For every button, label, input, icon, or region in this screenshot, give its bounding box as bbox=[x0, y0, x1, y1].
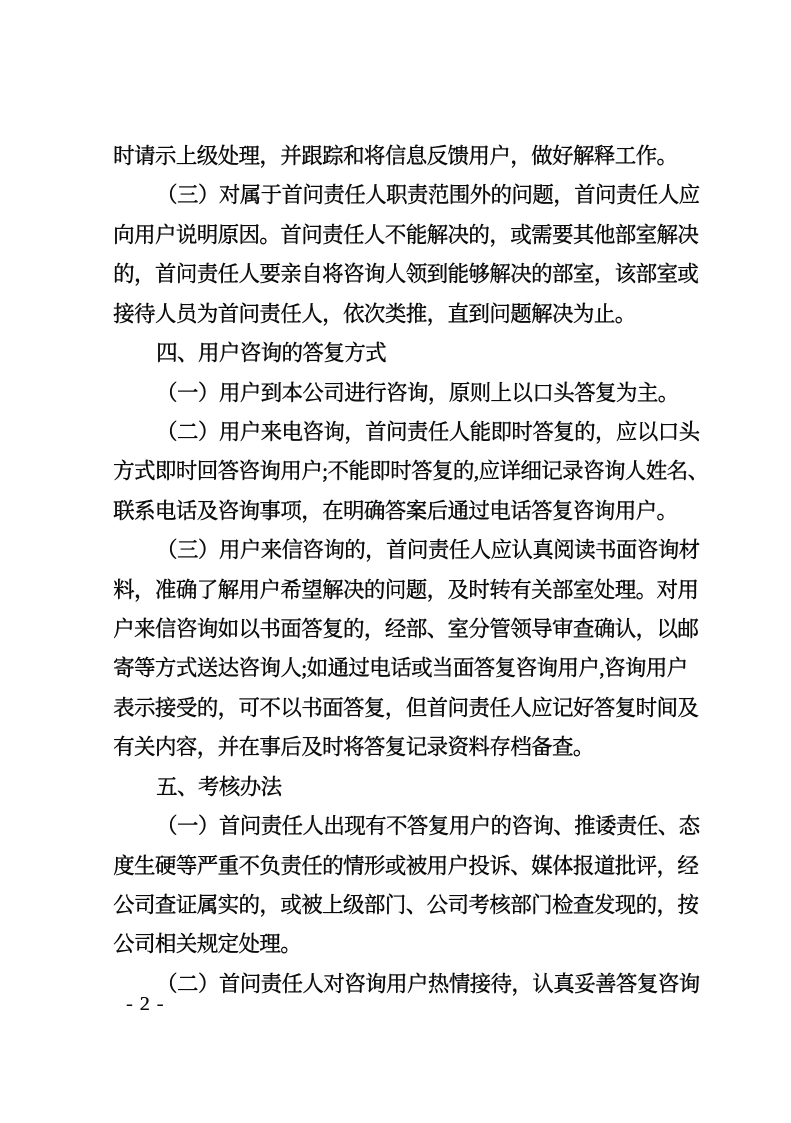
page-number: - 2 - bbox=[126, 993, 165, 1015]
text-line: 的，首问责任人要亲自将咨询人领到能够解决的部室，该部室或 bbox=[113, 262, 699, 287]
text-line: （三）用户来信咨询的，首问责任人应认真阅读书面咨询材 bbox=[156, 538, 700, 563]
text-line: 公司相关规定处理。 bbox=[113, 932, 302, 957]
text-line: 寄等方式送达咨询人;如通过电话或当面答复咨询用户,咨询用户 bbox=[113, 656, 688, 681]
text-line: 四、用户咨询的答复方式 bbox=[156, 341, 386, 366]
text-line: 联系电话及咨询事项，在明确答案后通过电话答复咨询用户。 bbox=[113, 498, 678, 523]
text-line: 料，准确了解用户希望解决的问题，及时转有关部室处理。对用 bbox=[113, 577, 699, 602]
text-line: （二）首问责任人对咨询用户热情接待，认真妥善答复咨询 bbox=[156, 971, 700, 996]
text-line: 方式即时回答咨询用户;不能即时答复的,应详细记录咨询人姓名、 bbox=[113, 459, 709, 484]
text-line: （二）用户来电咨询，首问责任人能即时答复的，应以口头 bbox=[156, 419, 700, 444]
text-line: （三）对属于首问责任人职责范围外的问题，首问责任人应 bbox=[156, 183, 700, 208]
text-line: 向用户说明原因。首问责任人不能解决的，或需要其他部室解决 bbox=[113, 222, 699, 247]
text-line: 时请示上级处理，并跟踪和将信息反馈用户，做好解释工作。 bbox=[113, 144, 678, 168]
text-line: （一）用户到本公司进行咨询，原则上以口头答复为主。 bbox=[156, 380, 679, 405]
text-line: 有关内容，并在事后及时将答复记录资料存档备查。 bbox=[113, 735, 594, 760]
document-body bbox=[113, 137, 723, 1004]
text-line: 表示接受的，可不以书面答复，但首问责任人应记好答复时间及 bbox=[113, 695, 699, 720]
text-line: 度生硬等严重不负责任的情形或被用户投诉、媒体报道批评，经 bbox=[113, 853, 699, 878]
text-line: 公司查证属实的，或被上级部门、公司考核部门检查发现的，按 bbox=[113, 893, 699, 918]
text-line: （一）首问责任人出现有不答复用户的咨询、推诿责任、态 bbox=[156, 814, 700, 839]
text-line: 五、考核办法 bbox=[156, 774, 282, 799]
text-line: 接待人员为首问责任人，依次类推，直到问题解决为止。 bbox=[113, 301, 636, 326]
text-line: 户来信咨询如以书面答复的，经部、室分管领导审查确认，以邮 bbox=[113, 617, 699, 642]
